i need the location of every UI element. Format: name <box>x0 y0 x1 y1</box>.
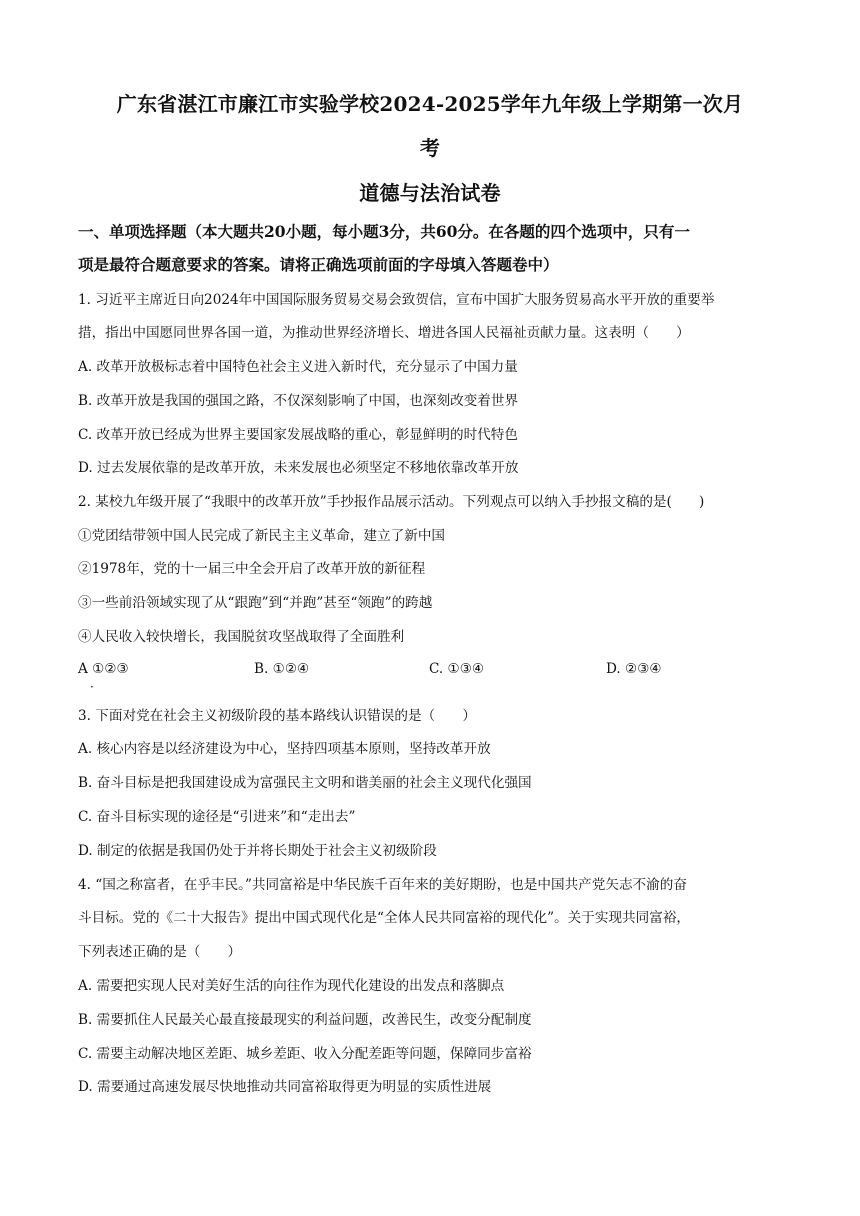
q3-option-d: D. 制定的依据是我国仍处于并将长期处于社会主义初级阶段 <box>78 843 437 859</box>
q2-choice-a: A ①②③ <box>78 661 129 677</box>
section-heading-line-2: 项是最符合题意要求的答案。请将正确选项前面的字母填入答题卷中） <box>78 255 559 274</box>
q2-choice-b: B. ①②④ <box>254 661 310 677</box>
q2-item-4: ④人民收入较快增长，我国脱贫攻坚战取得了全面胜利 <box>78 629 405 645</box>
q2-item-3: ③一些前沿领域实现了从“跟跑”到“并跑”甚至“领跑”的跨越 <box>78 595 433 611</box>
q4-stem-line-2: 斗目标。党的《二十大报告》提出中国式现代化是“全体人民共同富裕的现代化”。关于实现共同富裕， <box>78 910 691 926</box>
q2-choices <box>78 661 788 681</box>
q2-choice-c: C. ①③④ <box>429 661 485 677</box>
exam-subtitle: 道德与法治试卷 <box>359 181 501 205</box>
q3-option-a: A. 核心内容是以经济建设为中心，坚持四项基本原则，坚持改革开放 <box>78 741 491 757</box>
emphasis-dot: · <box>90 680 94 694</box>
q2-item-2: ②1978年，党的十一届三中全会开启了改革开放的新征程 <box>78 561 426 577</box>
q3-stem: 3. 下面对党在社会主义初级阶段的基本路线认识错误的是（ ） <box>78 708 476 724</box>
q4-option-d: D. 需要通过高速发展尽快地推动共同富裕取得更为明显的实质性进展 <box>78 1079 492 1095</box>
q3-option-b: B. 奋斗目标是把我国建设成为富强民主文明和谐美丽的社会主义现代化强国 <box>78 775 532 791</box>
q1-stem-line-2: 措，指出中国愿同世界各国一道，为推动世界经济增长、增进各国人民福祉贡献力量。这表明（ ） <box>78 325 690 341</box>
q1-stem-line-1: 1. 习近平主席近日向2024年中国国际服务贸易交易会致贺信，宣布中国扩大服务贸易高水平开放的重要举 <box>78 292 715 308</box>
q2-choice-d: D. ②③④ <box>606 661 662 677</box>
q2-stem: 2. 某校九年级开展了“我眼中的改革开放”手抄报作品展示活动。下列观点可以纳入手抄报文稿的是( ) <box>78 494 705 510</box>
q1-option-d: D. 过去发展依靠的是改革开放，未来发展也必须坚定不移地依靠改革开放 <box>78 460 519 476</box>
q1-option-b: B. 改革开放是我国的强国之路，不仅深刻影响了中国，也深刻改变着世界 <box>78 393 519 409</box>
q1-option-a: A. 改革开放极标志着中国特色社会主义进入新时代，充分显示了中国力量 <box>78 359 518 375</box>
q4-option-a: A. 需要把实现人民对美好生活的向往作为现代化建设的出发点和落脚点 <box>78 978 505 994</box>
q3-option-c: C. 奋斗目标实现的途径是“引进来”和“走出去” <box>78 809 356 825</box>
exam-title-line-1: 广东省湛江市廉江市实验学校2024-2025学年九年级上学期第一次月 <box>116 92 744 116</box>
q4-option-b: B. 需要抓住人民最关心最直接最现实的利益问题，改善民生，改变分配制度 <box>78 1012 532 1028</box>
section-heading-line-1: 一、单项选择题（本大题共20小题，每小题3分，共60分。在各题的四个选项中，只有一 <box>78 222 690 241</box>
exam-title-line-2: 考 <box>419 136 441 160</box>
q2-item-1: ①党团结带领中国人民完成了新民主主义革命，建立了新中国 <box>78 528 446 544</box>
q4-stem-line-3: 下列表述正确的是（ ） <box>78 944 242 960</box>
q4-stem-line-1: 4. “国之称富者，在乎丰民。”共同富裕是中华民族千百年来的美好期盼，也是中国共产党矢志不渝的奋 <box>78 877 687 893</box>
q1-option-c: C. 改革开放已经成为世界主要国家发展战略的重心，彰显鲜明的时代特色 <box>78 427 518 443</box>
q4-option-c: C. 需要主动解决地区差距、城乡差距、收入分配差距等问题，保障同步富裕 <box>78 1046 532 1062</box>
